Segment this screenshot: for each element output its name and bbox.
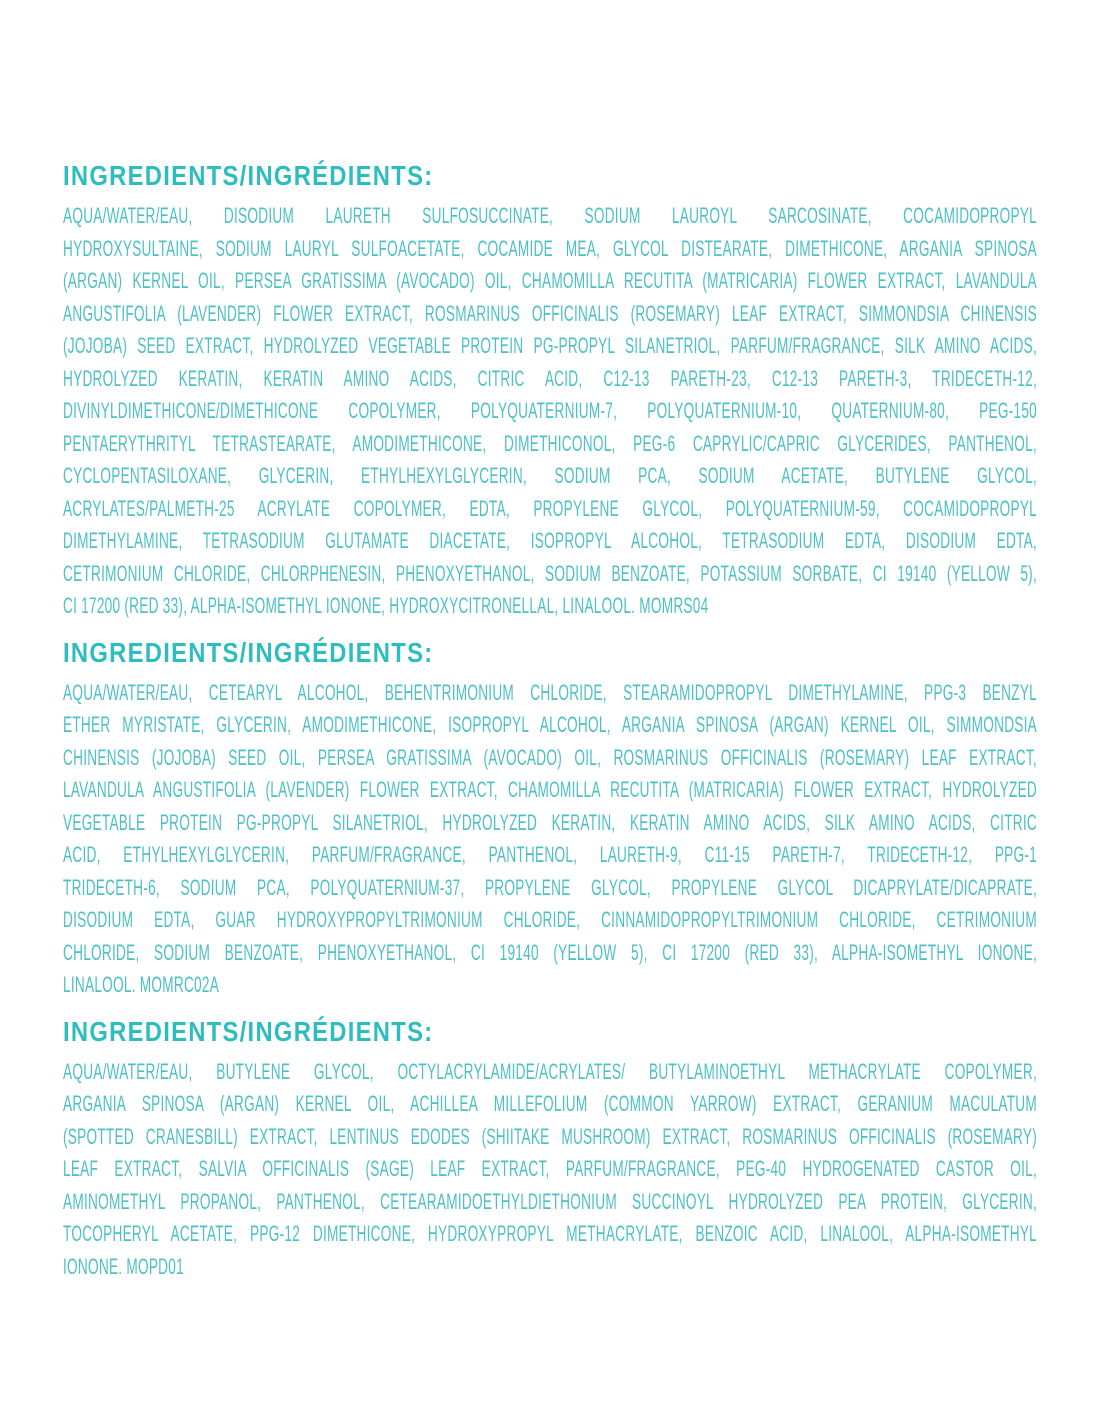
- ingredients-line: ACRYLATES/PALMETH-25 ACRYLATE COPOLYMER, EDTA, PROPYLENE GLYCOL, POLYQUATERNIUM-59, COCAMIDOPROPYL: [63, 495, 1038, 521]
- ingredients-list: [63, 1056, 1037, 1284]
- ingredients-section-2: [63, 636, 1038, 1002]
- ingredients-line: LINALOOL. MOMRC02A: [63, 972, 220, 997]
- ingredients-line: HYDROXYSULTAINE, SODIUM LAURYL SULFOACETATE, COCAMIDE MEA, GLYCOL DISTEARATE, DIMETHICONE, ARGANIA SPINOSA: [63, 235, 1038, 261]
- section-heading-wrap: [63, 636, 891, 668]
- ingredients-line: (SPOTTED CRANESBILL) EXTRACT, LENTINUS EDODES (SHIITAKE MUSHROOM) EXTRACT, ROSMARINUS OFFICINALIS (ROSEMARY): [63, 1123, 1038, 1149]
- ingredients-line: CHINENSIS (JOJOBA) SEED OIL, PERSEA GRATISSIMA (AVOCADO) OIL, ROSMARINUS OFFICINALIS (ROSEMARY) LEAF EXTRACT,: [63, 744, 1038, 770]
- section-heading: INGREDIENTS/INGRÉDIENTS:: [63, 160, 434, 191]
- ingredients-line: LEAF EXTRACT, SALVIA OFFICINALIS (SAGE) LEAF EXTRACT, PARFUM/FRAGRANCE, PEG-40 HYDROGENATED CASTOR OIL,: [63, 1156, 1038, 1181]
- ingredients-line: ARGANIA SPINOSA (ARGAN) KERNEL OIL, ACHILLEA MILLEFOLIUM (COMMON YARROW) EXTRACT, GERANIUM MACULATUM: [63, 1091, 1038, 1116]
- ingredients-line: (ARGAN) KERNEL OIL, PERSEA GRATISSIMA (AVOCADO) OIL, CHAMOMILLA RECUTITA (MATRICARIA) FLOWER EXTRACT, LAVANDULA: [63, 268, 1038, 293]
- ingredients-line: ANGUSTIFOLIA (LAVENDER) FLOWER EXTRACT, ROSMARINUS OFFICINALIS (ROSEMARY) LEAF EXTRACT, SIMMONDSIA CHINENSIS: [63, 300, 1038, 326]
- ingredients-line: AQUA/WATER/EAU, DISODIUM LAURETH SULFOSUCCINATE, SODIUM LAUROYL SARCOSINATE, COCAMIDOPROPYL: [63, 203, 1038, 228]
- ingredients-line: ETHER MYRISTATE, GLYCERIN, AMODIMETHICONE, ISOPROPYL ALCOHOL, ARGANIA SPINOSA (ARGAN) KERNEL OIL, SIMMONDSIA: [63, 712, 1038, 737]
- ingredients-line: PENTAERYTHRITYL TETRASTEARATE, AMODIMETHICONE, DIMETHICONOL, PEG-6 CAPRYLIC/CAPRIC GLYCERIDES, PANTHENOL,: [63, 430, 1038, 456]
- ingredients-line: CYCLOPENTASILOXANE, GLYCERIN, ETHYLHEXYLGLYCERIN, SODIUM PCA, SODIUM ACETATE, BUTYLENE GLYCOL,: [63, 463, 1038, 488]
- ingredients-section-1: [63, 162, 1037, 623]
- section-heading: INGREDIENTS/INGRÉDIENTS:: [63, 1015, 434, 1047]
- ingredients-line: VEGETABLE PROTEIN PG-PROPYL SILANETRIOL, HYDROLYZED KERATIN, KERATIN AMINO ACIDS, SILK AMINO ACIDS, CITRIC: [63, 809, 1038, 835]
- ingredients-line: CHLORIDE, SODIUM BENZOATE, PHENOXYETHANOL, CI 19140 (YELLOW 5), CI 17200 (RED 33), ALPHA-ISOMETHYL IONONE,: [63, 939, 1038, 965]
- ingredients-line: TRIDECETH-6, SODIUM PCA, POLYQUATERNIUM-37, PROPYLENE GLYCOL, PROPYLENE GLYCOL DICAPRYLATE/DICAPRATE,: [63, 874, 1038, 900]
- ingredients-line: CI 17200 (RED 33), ALPHA-ISOMETHYL IONONE, HYDROXYCITRONELLAL, LINALOOL. MOMRS04: [63, 593, 709, 618]
- ingredients-line: ACID, ETHYLHEXYLGLYCERIN, PARFUM/FRAGRANCE, PANTHENOL, LAURETH-9, C11-15 PARETH-7, TRIDECETH-12, PPG-1: [63, 842, 1038, 867]
- ingredients-line: DISODIUM EDTA, GUAR HYDROXYPROPYLTRIMONIUM CHLORIDE, CINNAMIDOPROPYLTRIMONIUM CHLORIDE, CETRIMONIUM: [63, 907, 1038, 932]
- section-heading-wrap: [63, 162, 891, 190]
- ingredients-line: AQUA/WATER/EAU, CETEARYL ALCOHOL, BEHENTRIMONIUM CHLORIDE, STEARAMIDOPROPYL DIMETHYLAMINE, PPG-3 BENZYL: [63, 679, 1038, 705]
- ingredients-line: (JOJOBA) SEED EXTRACT, HYDROLYZED VEGETABLE PROTEIN PG-PROPYL SILANETRIOL, PARFUM/FRAGRANCE, SILK AMINO ACIDS,: [63, 333, 1038, 358]
- ingredients-line: DIVINYLDIMETHICONE/DIMETHICONE COPOLYMER, POLYQUATERNIUM-7, POLYQUATERNIUM-10, QUATERNIUM-80, PEG-150: [63, 398, 1038, 423]
- ingredients-line: DIMETHYLAMINE, TETRASODIUM GLUTAMATE DIACETATE, ISOPROPYL ALCOHOL, TETRASODIUM EDTA, DISODIUM EDTA,: [63, 528, 1038, 553]
- ingredients-list: [63, 677, 1037, 1002]
- ingredients-line: AQUA/WATER/EAU, BUTYLENE GLYCOL, OCTYLACRYLAMIDE/ACRYLATES/ BUTYLAMINOETHYL METHACRYLATE COPOLYMER,: [63, 1058, 1038, 1084]
- ingredients-line: AMINOMETHYL PROPANOL, PANTHENOL, CETEARAMIDOETHYLDIETHONIUM SUCCINOYL HYDROLYZED PEA PROTEIN, GLYCERIN,: [63, 1188, 1038, 1214]
- ingredients-line: HYDROLYZED KERATIN, KERATIN AMINO ACIDS, CITRIC ACID, C12-13 PARETH-23, C12-13 PARETH-3, TRIDECETH-12,: [63, 365, 1038, 391]
- section-heading: INGREDIENTS/INGRÉDIENTS:: [63, 636, 434, 668]
- ingredients-line: LAVANDULA ANGUSTIFOLIA (LAVENDER) FLOWER EXTRACT, CHAMOMILLA RECUTITA (MATRICARIA) FLOWER EXTRACT, HYDROLYZED: [63, 777, 1038, 802]
- ingredients-line: CETRIMONIUM CHLORIDE, CHLORPHENESIN, PHENOXYETHANOL, SODIUM BENZOATE, POTASSIUM SORBATE, CI 19140 (YELLOW 5),: [63, 560, 1038, 586]
- ingredients-section-3: [63, 1015, 1038, 1284]
- section-heading-wrap: [63, 1015, 891, 1047]
- ingredients-line: TOCOPHERYL ACETATE, PPG-12 DIMETHICONE, HYDROXYPROPYL METHACRYLATE, BENZOIC ACID, LINALOOL, ALPHA-ISOMETHYL: [63, 1221, 1038, 1246]
- ingredients-list: [63, 200, 1037, 623]
- ingredients-line: IONONE. MOPD01: [63, 1253, 184, 1279]
